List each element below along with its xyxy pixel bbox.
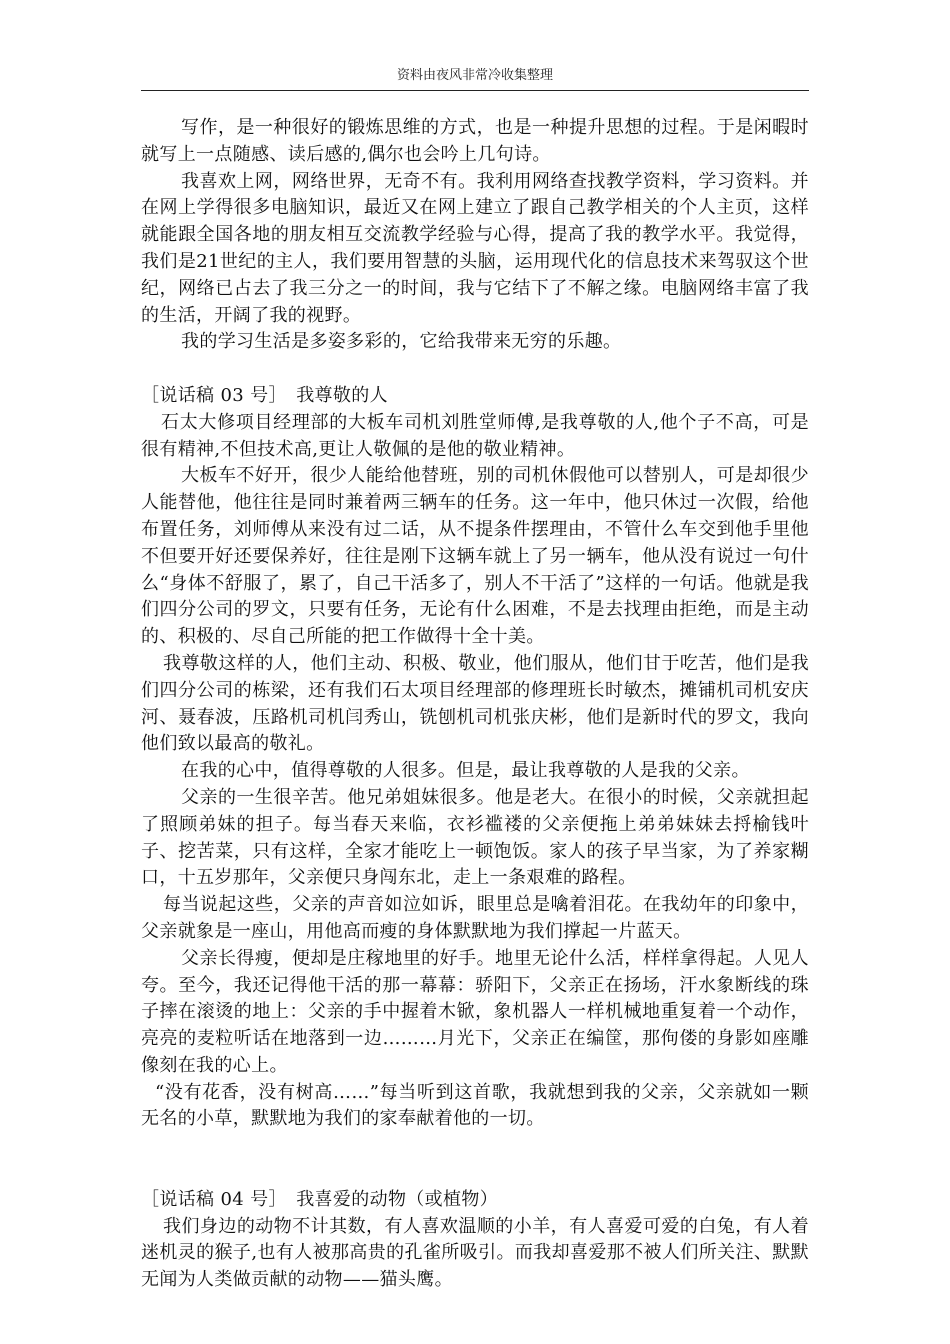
paragraph: 石太大修项目经理部的大板车司机刘胜堂师傅,是我尊敬的人,他个子不高，可是很有精神,不但技术高,更让人敬佩的是他的敬业精神。	[141, 411, 809, 460]
paragraph: 写作，是一种很好的锻炼思维的方式，也是一种提升思想的过程。于是闲暇时就写上一点随感、读后感的,偶尔也会吟上几句诗。	[141, 117, 809, 165]
paragraph: 每当说起这些，父亲的声音如泣如诉，眼里总是噙着泪花。在我幼年的印象中，父亲就象是一座山，用他高而瘦的身体默默地为我们撑起一片蓝天。	[141, 894, 809, 942]
paragraph: 大板车不好开，很少人能给他替班，别的司机休假他可以替别人，可是却很少人能替他，他往往是同时兼着两三辆车的任务。这一年中，他只休过一次假，给他布置任务，刘师傅从来没有过二话，从不提条件摆理由，不管什么车交到他手里他不但要开好还要保养好，往往是刚下这辆车就上了另一辆车，他从没有说过一句什么“身体不舒服了，累了，自己干活多了，别人不干活了”这样的一句话。他就是我们四分公司的罗文，只要有任务，无论有什么困难，不是去找理由拒绝，而是主动的、积极的、尽自己所能的把工作做得十全十美。	[141, 465, 809, 648]
section-heading-04: ［说话稿 04 号］ 我喜爱的动物（或植物）	[141, 1188, 499, 1210]
document-body	[141, 115, 809, 1294]
paragraph: “没有花香，没有树高……”每当听到这首歌，我就想到我的父亲，父亲就如一颗无名的小草，默默地为我们的家奉献着他的一切。	[141, 1081, 809, 1130]
paragraph: 我喜欢上网，网络世界，无奇不有。我利用网络查找教学资料，学习资料。并在网上学得很多电脑知识，最近又在网上建立了跟自己教学相关的个人主页，这样就能跟全国各地的朋友相互交流教学经验与心得，提高了我的教学水平。我觉得，我们是21世纪的主人，我们要用智慧的头脑，运用现代化的信息技术来驾驭这个世纪，网络已占去了我三分之一的时间，我与它结下了不解之缘。电脑网络丰富了我的生活，开阔了我的视野。	[141, 170, 809, 326]
spacer	[141, 1133, 809, 1187]
page-header	[141, 66, 809, 91]
paragraph: 在我的心中，值得尊敬的人很多。但是，最让我尊敬的人是我的父亲。	[181, 760, 750, 782]
section-heading-03: ［说话稿 03 号］ 我尊敬的人	[141, 384, 388, 406]
paragraph: 我的学习生活是多姿多彩的，它给我带来无穷的乐趣。	[181, 331, 622, 353]
spacer	[141, 356, 809, 383]
paragraph: 我们身边的动物不计其数，有人喜欢温顺的小羊，有人喜爱可爱的白兔，有人着迷机灵的猴子,也有人被那高贵的孔雀所吸引。而我却喜爱那不被人们所关注、默默无闻为人类做贡献的动物——猫头鹰。	[141, 1215, 809, 1291]
paragraph: 我尊敬这样的人，他们主动、积极、敬业，他们服从，他们甘于吃苦，他们是我们四分公司的栋梁，还有我们石太项目经理部的修理班长时敏杰，摊铺机司机安庆河、聂春波，压路机司机闫秀山，铣刨机司机张庆彬，他们是新时代的罗文，我向他们致以最高的敬礼。	[141, 652, 809, 755]
paragraph: 父亲长得瘦，便却是庄稼地里的好手。地里无论什么活，样样拿得起。人见人夸。至今，我还记得他干活的那一幕幕：骄阳下，父亲正在扬场，汗水象断线的珠子摔在滚烫的地上：父亲的手中握着木锨，象机器人一样机械地重复着一个动作，亮亮的麦粒听话在地落到一边………月光下，父亲正在编筐，那佝偻的身影如座雕像刻在我的心上。	[141, 947, 809, 1076]
paragraph: 父亲的一生很辛苦。他兄弟姐妹很多。他是老大。在很小的时候，父亲就担起了照顾弟妹的担子。每当春天来临，衣衫褴褛的父亲便拖上弟弟妹妹去捋榆钱叶子、挖苦菜，只有这样，全家才能吃上一顿饱饭。家人的孩子早当家，为了养家糊口，十五岁那年，父亲便只身闯东北，走上一条艰难的路程。	[141, 786, 809, 889]
header-text: 资料由夜风非常冷收集整理	[396, 68, 553, 83]
